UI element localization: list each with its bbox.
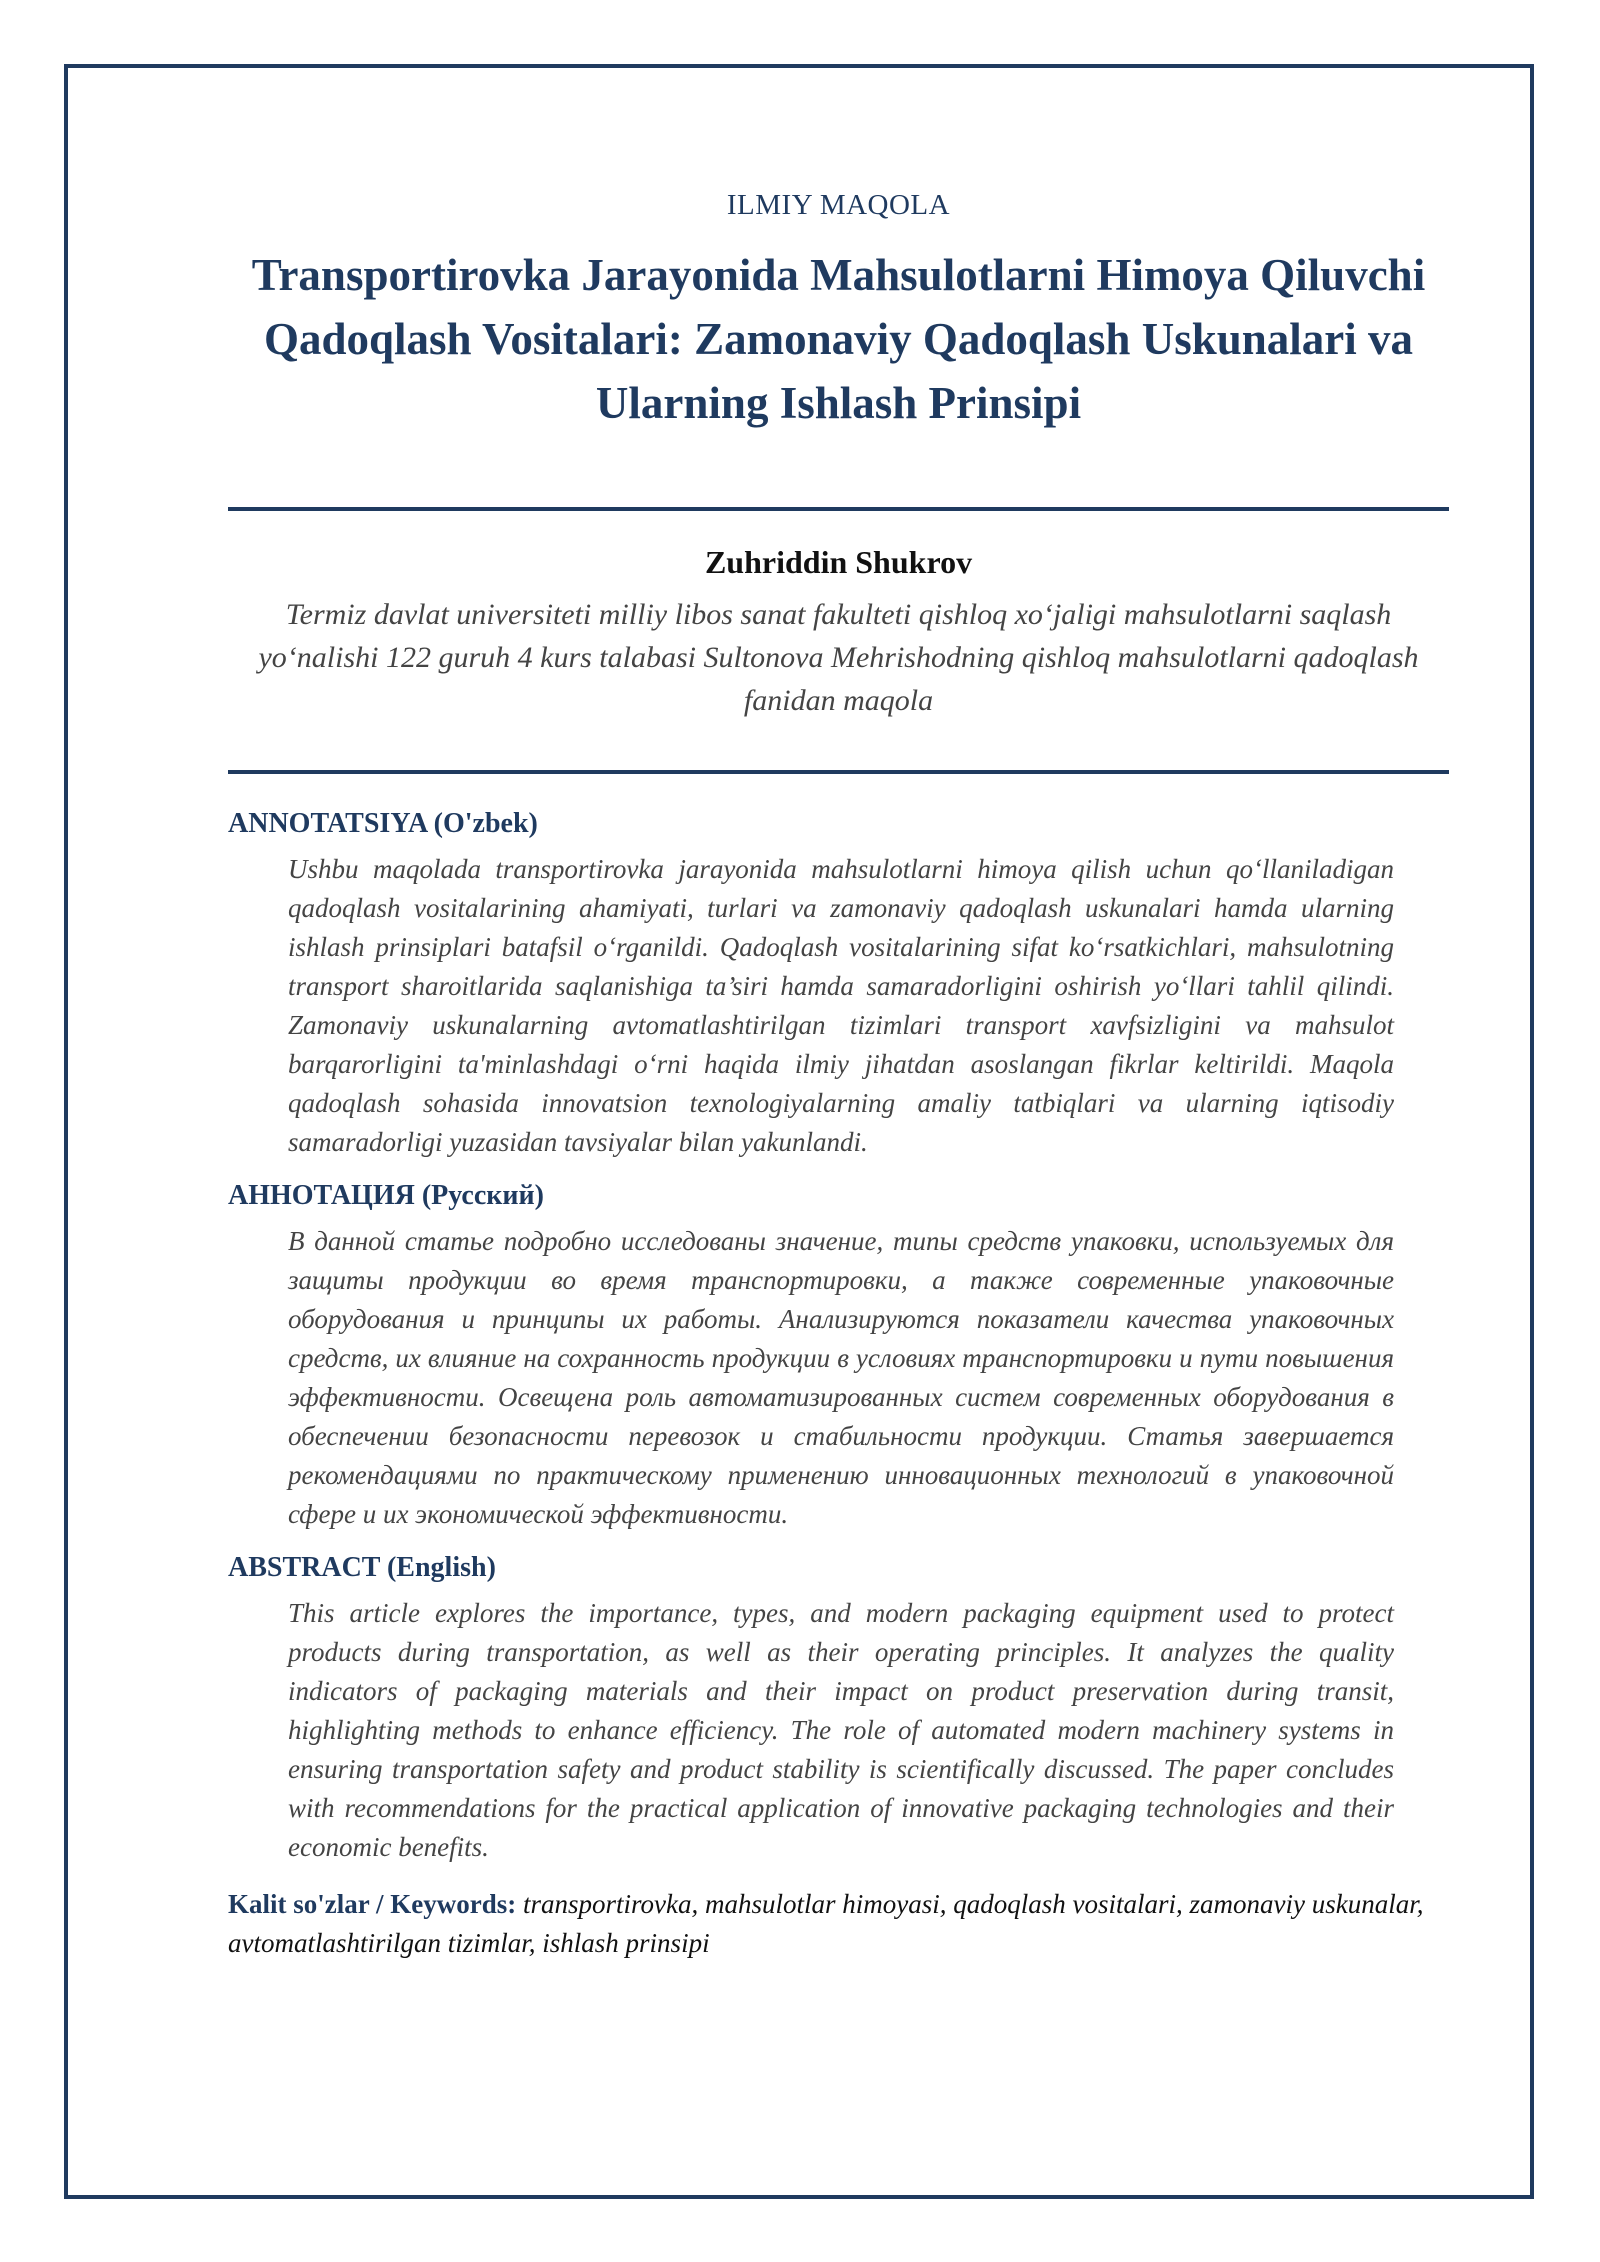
- keywords-list: transportirovka, mahsulotlar himoyasi, qadoqlash vositalari, zamonaviy uskunalar, avtomatlashtirilgan tizimlar, ishlash prinsipi: [228, 1889, 1424, 1958]
- divider: [228, 507, 1449, 511]
- keywords-label: Kalit so'zlar / Keywords:: [228, 1889, 523, 1919]
- abstract-text-ru: В данной статье подробно исследованы значение, типы средств упаковки, используемых для защиты продукции во время транспортировки, а также современные упаковочные оборудования и принципы их работы. Анализируются показатели качества упаковочных средств, их влияние на сохранность продукции в условиях транспортировки и пути повышения эффективности. Освещена роль автоматизированных систем современных оборудования в обеспечении безопасности перевозок и стабильности продукции. Статья завершается рекомендациями по практическому применению инновационных технологий в упаковочной сфере и их экономической эффективности.: [288, 1226, 1394, 1529]
- author-affiliation: Termiz davlat universiteti milliy libos sanat fakulteti qishloq xoʻjaligi mahsulotlarni saqlash yoʻnalishi 122 guruh 4 kurs talabasi Sultonova Mehrishodning qishloq mahsulotlarni qadoqlash fanidan maqola: [258, 598, 1419, 717]
- article-title: Transportirovka Jarayonida Mahsulotlarni Himoya Qiluvchi Qadoqlash Vositalari: Zamonaviy Qadoqlash Uskunalari va Ularning Ishlash Prinsipi: [251, 250, 1426, 428]
- article: [228, 185, 1449, 1963]
- abstract-heading-uz: ANNOTATSIYA (O'zbek): [228, 808, 538, 839]
- author-name: Zuhriddin Shukrov: [704, 544, 973, 580]
- keywords: [228, 1885, 1449, 1963]
- article-kicker: ILMIY MAQOLA: [726, 189, 951, 221]
- abstract-heading-en: ABSTRACT (English): [228, 1552, 496, 1583]
- abstract-heading-ru: АННОТАЦИЯ (Русский): [228, 1180, 544, 1211]
- divider: [228, 770, 1449, 774]
- abstract-text-en: This article explores the importance, types, and modern packaging equipment used to protect products during transportation, as well as their operating principles. It analyzes the quality indicators of packaging materials and their impact on product preservation during transit, highlighting methods to enhance efficiency. The role of automated modern machinery systems in ensuring transportation safety and product stability is scientifically discussed. The paper concludes with recommendations for the practical application of innovative packaging technologies and their economic benefits.: [288, 1598, 1394, 1862]
- abstract-text-uz: Ushbu maqolada transportirovka jarayonida mahsulotlarni himoya qilish uchun qoʻllaniladigan qadoqlash vositalarining ahamiyati, turlari va zamonaviy qadoqlash uskunalari hamda ularning ishlash prinsiplari batafsil oʻrganildi. Qadoqlash vositalarining sifat koʻrsatkichlari, mahsulotning transport sharoitlarida saqlanishiga ta’siri hamda samaradorligini oshirish yoʻllari tahlil qilindi. Zamonaviy uskunalarning avtomatlashtirilgan tizimlari transport xavfsizligini va mahsulot barqarorligini ta'minlashdagi oʻrni haqida ilmiy jihatdan asoslangan fikrlar keltirildi. Maqola qadoqlash sohasida innovatsion texnologiyalarning amaliy tatbiqlari va ularning iqtisodiy samaradorligi yuzasidan tavsiyalar bilan yakunlandi.: [288, 854, 1394, 1157]
